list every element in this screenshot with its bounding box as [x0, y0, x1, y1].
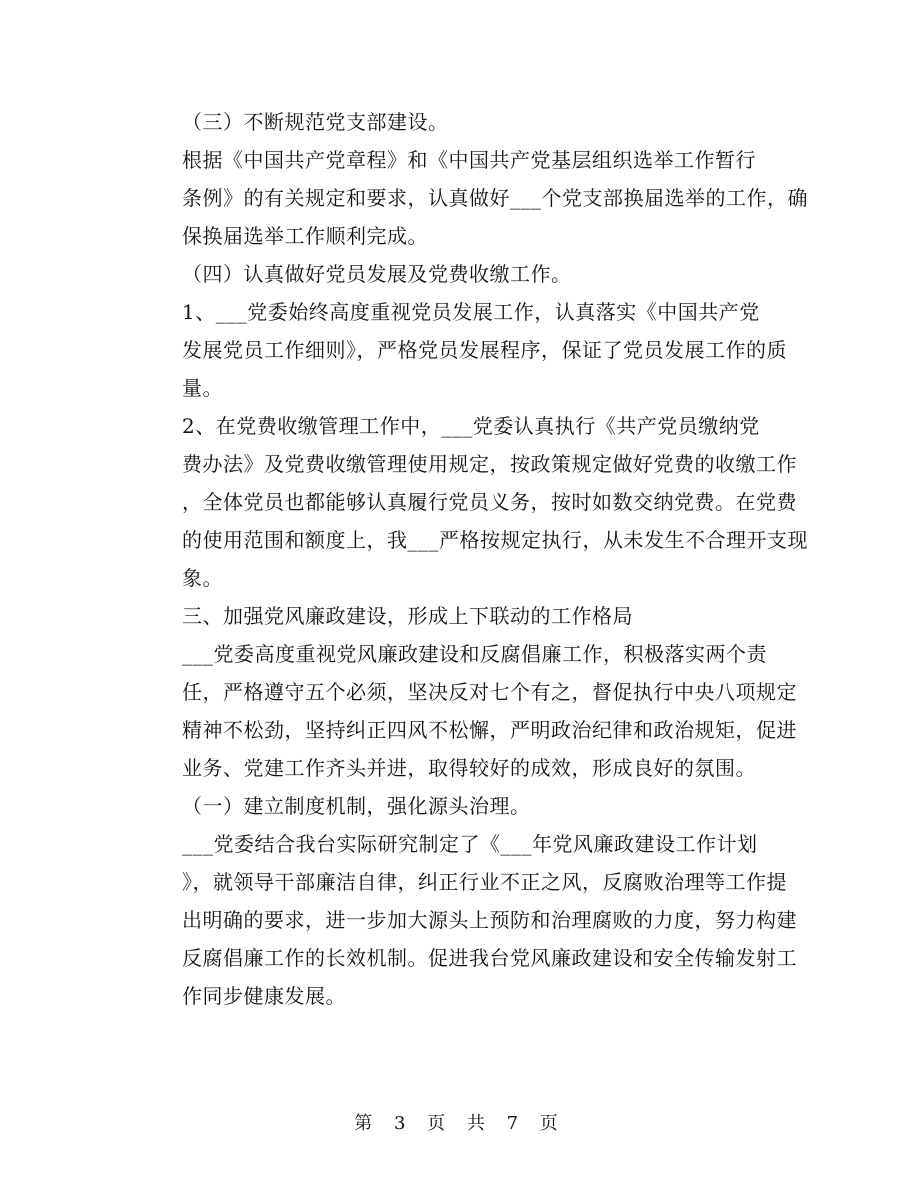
text-line: 作同步健康发展。 — [182, 984, 346, 1008]
text-line: 条例》的有关规定和要求，认真做好___个党支部换届选举的工作，确 — [182, 186, 808, 210]
paragraph-integrity-plan — [140, 825, 797, 1015]
text-line: 业务、党建工作齐头并进，取得较好的成效，形成良好的氛围。 — [182, 756, 756, 780]
text-line: 量。 — [182, 376, 223, 400]
paragraph-integrity-work — [140, 635, 797, 787]
text-line: 反腐倡廉工作的长效机制。促进我台党风廉政建设和安全传输发射工 — [182, 946, 797, 970]
paragraph-member-development — [140, 293, 787, 407]
document-body — [140, 103, 808, 1015]
text-line: 》，就领导干部廉洁自律，纠正行业不正之风，反腐败治理等工作提 — [182, 870, 787, 894]
text-line: 费办法》及党费收缴管理使用规定，按政策规定做好党费的收缴工作 — [182, 452, 797, 476]
text-line: 发展党员工作细则》，严格党员发展程序，保证了党员发展工作的质 — [182, 338, 787, 362]
text-line: 三、加强党风廉政建设，形成上下联动的工作格局 — [182, 604, 633, 628]
text-line: 的使用范围和额度上，我___严格按规定执行，从未发生不合理开支现 — [182, 528, 808, 552]
paragraph-section-one-heading — [140, 787, 780, 825]
text-line: （三）不断规范党支部建设。 — [182, 110, 449, 134]
text-line: （四）认真做好党员发展及党费收缴工作。 — [182, 262, 572, 286]
paragraph-election-work — [140, 141, 808, 255]
text-line: 保换届选举工作顺利完成。 — [182, 224, 428, 248]
text-line: 任，严格遵守五个必须，坚决反对七个有之，督促执行中央八项规定 — [182, 680, 797, 704]
page-number-label: 第 3 页 共 7 页 — [354, 1113, 566, 1134]
text-line: （一）建立制度机制，强化源头治理。 — [182, 794, 531, 818]
text-line: ___党委结合我台实际研究制定了《___年党风廉政建设工作计划 — [182, 832, 758, 856]
text-line: ___党委高度重视党风廉政建设和反腐倡廉工作，积极落实两个责 — [182, 642, 767, 666]
paragraph-party-fees — [140, 407, 808, 597]
text-line: 精神不松劲，坚持纠正四风不松懈，严明政治纪律和政治规矩，促进 — [182, 718, 797, 742]
paragraph-section-three-heading — [140, 103, 780, 141]
text-line: ，全体党员也都能够认真履行党员义务，按时如数交纳党费。在党费 — [182, 490, 797, 514]
text-line: 象。 — [182, 566, 223, 590]
paragraph-section-three-major-heading — [140, 597, 780, 635]
text-line: 2、在党费收缴管理工作中，___党委认真执行《共产党员缴纳党 — [182, 414, 760, 438]
text-line: 1、___党委始终高度重视党员发展工作，认真落实《中国共产党 — [182, 300, 760, 324]
page-footer — [0, 1112, 920, 1136]
text-line: 出明确的要求，进一步加大源头上预防和治理腐败的力度，努力构建 — [182, 908, 797, 932]
text-line: 根据《中国共产党章程》和《中国共产党基层组织选举工作暂行 — [182, 148, 756, 172]
paragraph-section-four-heading — [140, 255, 780, 293]
